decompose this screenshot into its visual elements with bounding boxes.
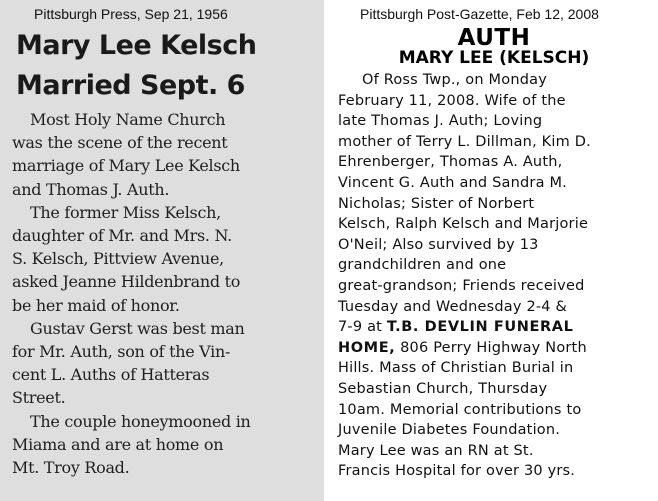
obituary-full-name: MARY LEE (KELSCH) [398,48,590,68]
left-headline-line1: Mary Lee Kelsch [16,30,257,61]
left-paragraph-1: Most Holy Name Church was the scene of the recent marriage of Mary Lee Kelsch and Thomas J. Auth. [12,110,240,199]
left-newspaper-clipping [0,0,324,501]
left-source-caption: Pittsburgh Press, Sep 21, 1956 [34,6,228,22]
funeral-home-name: T.B. DEVLIN FUNERAL HOME, [338,319,574,356]
left-paragraph-2: The former Miss Kelsch, daughter of Mr. and Mrs. N. S. Kelsch, Pittview Avenue, asked Jeanne Hildenbrand to be her maid of honor. [12,202,241,315]
obituary-text-part2: 806 Perry Highway North Hills. Mass of Christian Burial in Sebastian Church, Thursday 10am. Memorial contributions to Juvenile Diabetes Foundation. Mary Lee was an RN at St. Francis Hospital for over 30 yrs. [338,339,587,480]
obituary-body [338,70,654,482]
right-source-caption: Pittsburgh Post-Gazette, Feb 12, 2008 [360,6,599,22]
left-headline-line2: Married Sept. 6 [16,70,245,101]
left-paragraph-4: The couple honeymooned in Miama and are at home on Mt. Troy Road. [12,411,251,478]
obituary-text-part1: Of Ross Twp., on Monday February 11, 2008. Wife of the late Thomas J. Auth; Loving mother of Terry L. Dillman, Kim D. Ehrenberger, Thomas A. Auth, Vincent G. Auth and Sandra M. Nicholas; Sister of Norbert Kelsch, Ralph Kelsch and Marjorie O'Neil; Also survived by 13 grandchildren and one great-grandson; Friends received Tuesday and Wednesday 2-4 & 7-9 at [338,72,591,336]
obituary-surname: AUTH [457,25,531,51]
left-paragraph-3: Gustav Gerst was best man for Mr. Auth, son of the Vin- cent L. Auths of Hatteras Street. [12,318,245,408]
right-obituary-clipping [330,0,658,501]
left-article-body [12,108,308,479]
